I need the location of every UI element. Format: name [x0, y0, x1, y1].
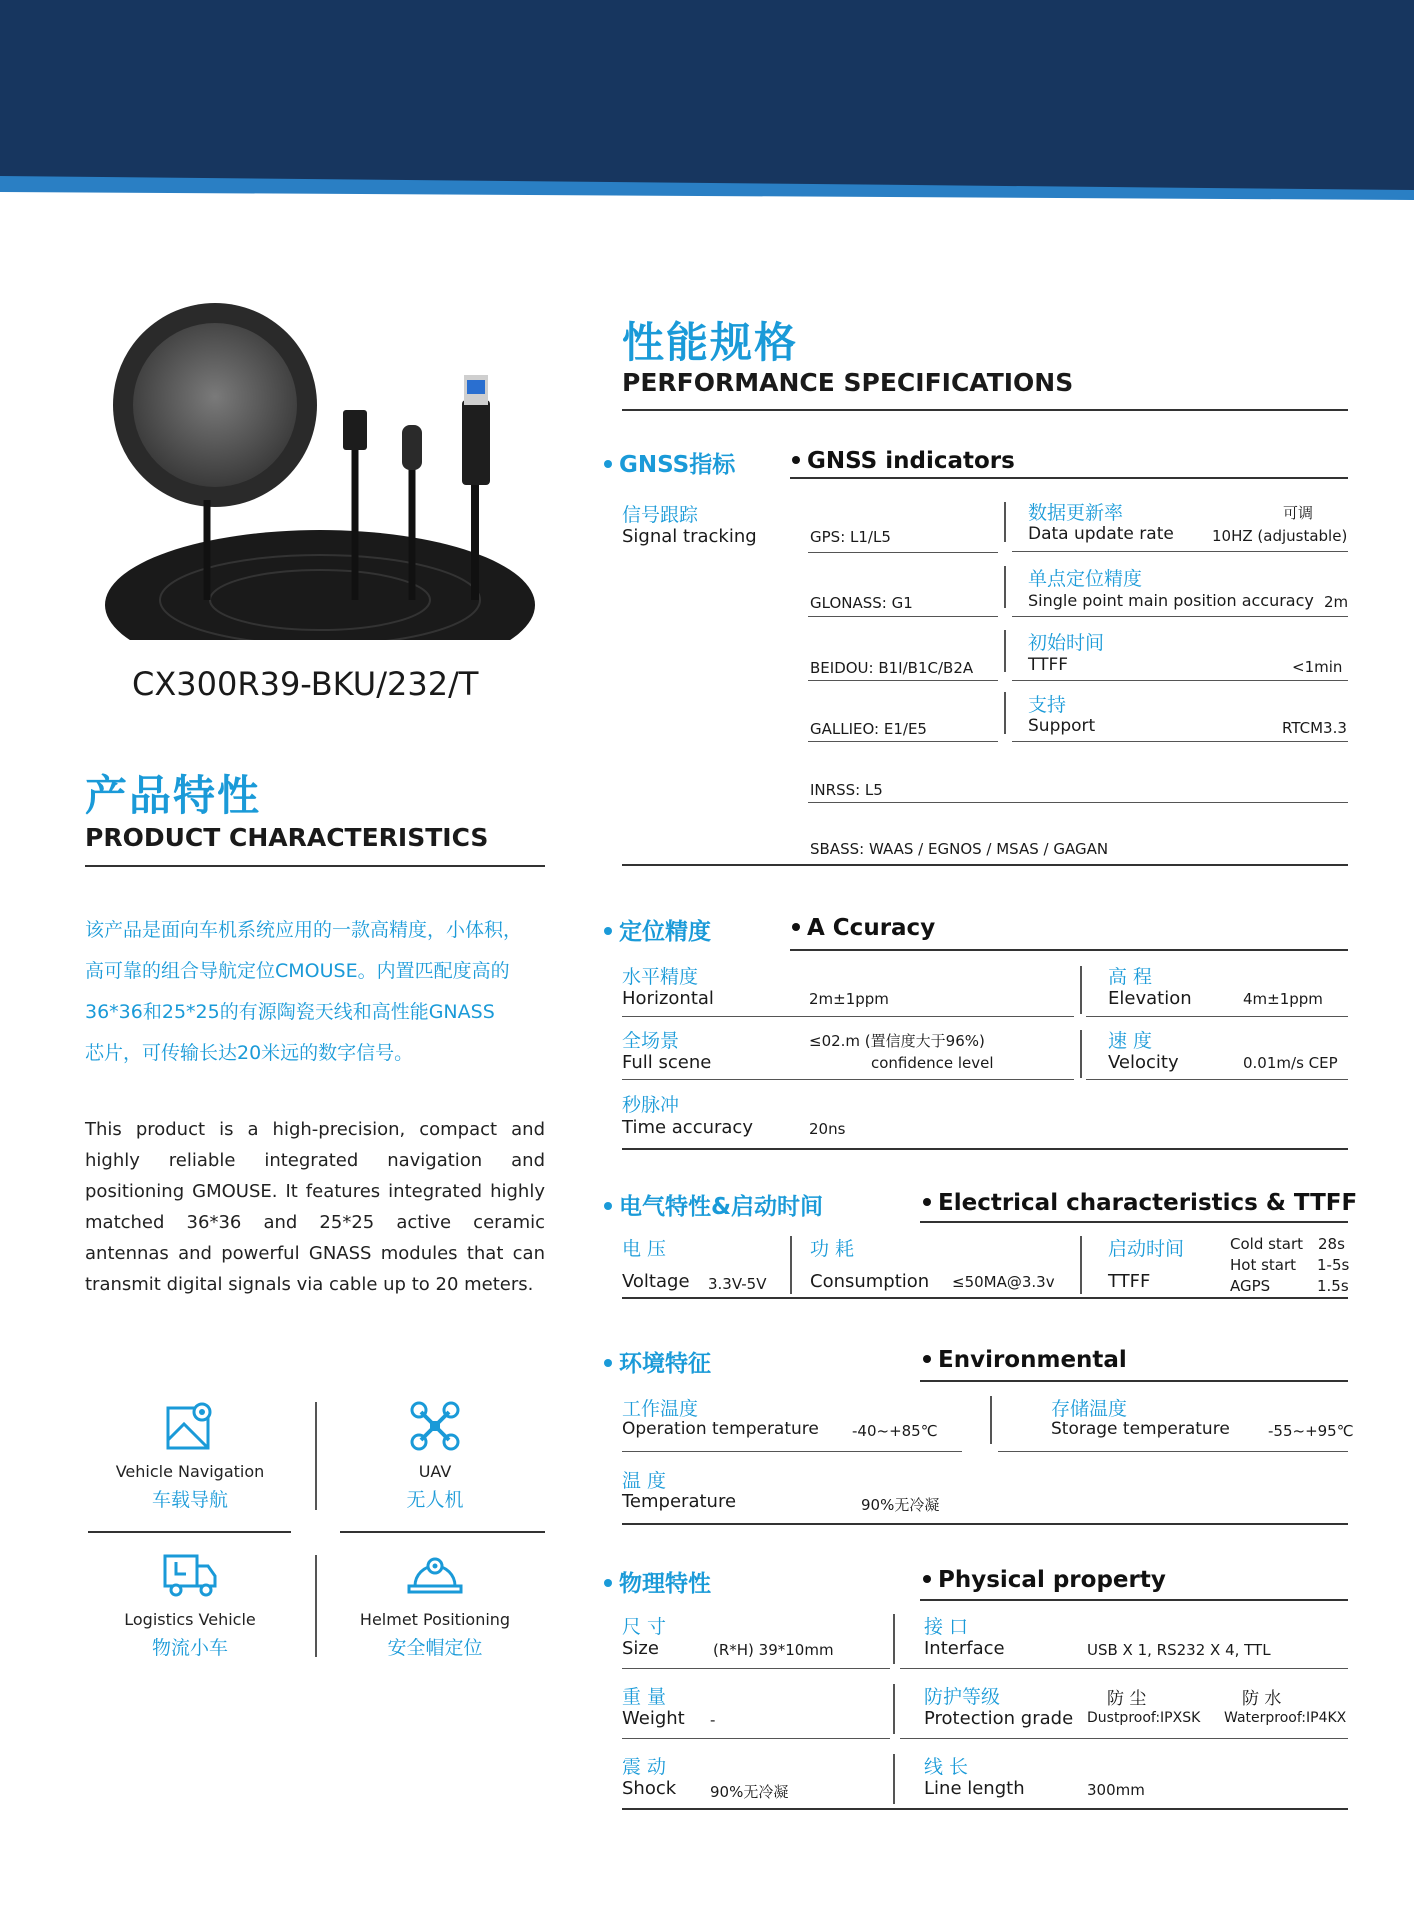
consumption-cn: 功 耗	[810, 1238, 855, 1260]
voltage-en: Voltage	[622, 1271, 690, 1292]
elevation-value: 4m±1ppm	[1243, 990, 1323, 1008]
velocity-cn: 速 度	[1108, 1030, 1153, 1052]
divider	[790, 1236, 792, 1294]
full-scene-en: Full scene	[622, 1052, 712, 1073]
elevation-cn: 高 程	[1108, 966, 1153, 988]
divider	[920, 1380, 1348, 1382]
interface-en: Interface	[924, 1638, 1005, 1659]
app-label-cn: 安全帽定位	[387, 1637, 483, 1659]
description-cn-line: 36*36和25*25的有源陶瓷天线和高性能GNASS	[85, 1001, 495, 1023]
description-cn-line: 芯片，可传输长达20米远的数字信号。	[85, 1042, 414, 1064]
divider	[998, 1451, 1348, 1452]
line-length-cn: 线 长	[924, 1756, 969, 1778]
storage-temperature-en: Storage temperature	[1051, 1419, 1230, 1439]
app-label-en: Vehicle Navigation	[115, 1462, 265, 1481]
divider	[1080, 966, 1082, 1014]
divider	[622, 1148, 1348, 1150]
divider	[808, 552, 998, 553]
single-point-accuracy-cn: 单点定位精度	[1028, 568, 1143, 590]
size-cn: 尺 寸	[622, 1616, 667, 1638]
line-length-en: Line length	[924, 1778, 1025, 1799]
divider	[622, 1738, 890, 1739]
single-point-accuracy-en: Single point main position accuracy	[1028, 591, 1314, 610]
startup-time-en: TTFF	[1108, 1271, 1151, 1292]
divider	[1004, 502, 1006, 542]
map-pin-icon	[164, 1400, 216, 1452]
divider	[622, 1451, 962, 1452]
divider	[808, 680, 998, 681]
consumption-value: ≤50MA@3.3v	[952, 1273, 1055, 1291]
interface-cn: 接 口	[924, 1616, 969, 1638]
gnss-system: SBASS: WAAS / EGNOS / MSAS / GAGAN	[810, 840, 1109, 858]
environment-heading-en: Environmental	[923, 1347, 1127, 1373]
full-scene-value: ≤02.m (置信度大于96%)	[809, 1032, 985, 1050]
divider	[622, 1297, 1348, 1299]
time-accuracy-value: 20ns	[809, 1120, 846, 1138]
product-model: CX300R39-BKU/232/T	[132, 665, 479, 703]
divider	[622, 864, 1348, 866]
elevation-en: Elevation	[1108, 988, 1192, 1009]
header-banner	[0, 0, 1414, 200]
drone-icon	[409, 1400, 461, 1452]
gnss-heading-cn: GNSS指标	[604, 446, 735, 479]
waterproof-cn: 防 水	[1242, 1689, 1282, 1709]
truck-icon	[162, 1552, 218, 1600]
voltage-cn: 电 压	[622, 1238, 667, 1260]
gnss-system: GLONASS: G1	[810, 594, 913, 612]
characteristics-title-cn: 产品特性	[85, 771, 262, 820]
physical-heading-cn: 物理特性	[604, 1565, 711, 1598]
environment-heading-cn: 环境特征	[604, 1345, 711, 1378]
divider	[920, 1221, 1348, 1223]
storage-temperature-value: -55~+95℃	[1268, 1422, 1354, 1440]
app-label-cn: 车载导航	[151, 1489, 228, 1511]
divider	[622, 1079, 1074, 1080]
horizontal-en: Horizontal	[622, 988, 714, 1009]
app-label-cn: 无人机	[406, 1489, 464, 1511]
interface-value: USB X 1, RS232 X 4, TTL	[1087, 1641, 1271, 1659]
data-update-rate-cn: 数据更新率	[1028, 502, 1124, 524]
signal-tracking-en: Signal tracking	[622, 526, 757, 547]
storage-temperature-cn: 存储温度	[1051, 1398, 1128, 1420]
divider	[1086, 1079, 1348, 1080]
ttff-cn: 初始时间	[1028, 632, 1105, 654]
helmet-icon	[405, 1552, 465, 1600]
divider	[622, 1016, 1074, 1017]
electrical-heading-en: Electrical characteristics & TTFF	[923, 1190, 1357, 1216]
hot-start-label: Hot start	[1230, 1256, 1297, 1274]
full-scene-cn: 全场景	[622, 1030, 680, 1052]
divider	[1004, 692, 1006, 734]
gnss-system: INRSS: L5	[810, 781, 883, 799]
ttff-value: <1min	[1292, 658, 1343, 676]
divider	[790, 949, 1348, 951]
hot-start-value: 1-5s	[1317, 1256, 1350, 1274]
shock-cn: 震 动	[622, 1756, 667, 1778]
ttff-en: TTFF	[1028, 655, 1069, 675]
time-accuracy-cn: 秒脉冲	[622, 1094, 680, 1116]
protection-grade-en: Protection grade	[924, 1708, 1074, 1729]
cold-start-label: Cold start	[1230, 1235, 1304, 1253]
single-point-accuracy-value: 2m	[1324, 593, 1349, 611]
dustproof-cn: 防 尘	[1107, 1689, 1147, 1709]
divider	[1080, 1236, 1082, 1294]
description-cn-line: 该产品是面向车机系统应用的一款高精度，小体积，	[85, 919, 523, 941]
app-helmet-positioning	[335, 1552, 535, 1660]
velocity-value: 0.01m/s CEP	[1243, 1054, 1338, 1072]
voltage-value: 3.3V-5V	[708, 1275, 767, 1293]
divider	[315, 1402, 317, 1510]
characteristics-title-en: PRODUCT CHARACTERISTICS	[85, 823, 489, 852]
data-update-rate-value: 10HZ (adjustable)	[1212, 527, 1348, 545]
divider	[808, 741, 998, 742]
divider	[893, 1754, 895, 1804]
app-vehicle-navigation	[90, 1400, 290, 1512]
horizontal-cn: 水平精度	[622, 966, 699, 988]
support-value: RTCM3.3	[1282, 719, 1347, 737]
divider	[1012, 741, 1348, 742]
divider	[808, 802, 1348, 803]
divider	[315, 1555, 317, 1657]
operation-temperature-en: Operation temperature	[622, 1419, 819, 1439]
divider	[808, 616, 998, 617]
divider	[1080, 1030, 1082, 1078]
weight-cn: 重 量	[622, 1686, 667, 1708]
divider	[990, 1396, 992, 1444]
temperature-cn: 温 度	[622, 1470, 667, 1492]
agps-label: AGPS	[1230, 1277, 1271, 1295]
shock-en: Shock	[622, 1778, 677, 1799]
data-update-rate-en: Data update rate	[1028, 524, 1174, 544]
velocity-en: Velocity	[1108, 1052, 1179, 1073]
size-value: (R*H) 39*10mm	[713, 1641, 834, 1659]
performance-title-en: PERFORMANCE SPECIFICATIONS	[622, 368, 1074, 397]
divider	[790, 477, 1348, 479]
divider	[900, 1668, 1348, 1669]
divider	[85, 865, 545, 867]
divider	[622, 1523, 1348, 1525]
electrical-heading-cn: 电气特性&启动时间	[604, 1188, 823, 1221]
product-image	[95, 300, 545, 640]
divider	[622, 409, 1348, 411]
divider	[920, 1599, 1348, 1601]
description-en: This product is a high-precision, compact and highly reliable integrated navigation and positioning GMOUSE. It features integrated highly matched 36*36 and 25*25 active ceramic antennas and powerful GNASS modules that can transmit digital signals via cable up to 20 meters.	[85, 1119, 545, 1295]
weight-value: -	[710, 1711, 716, 1729]
performance-title-cn: 性能规格	[622, 318, 799, 367]
gnss-heading-en: GNSS indicators	[792, 448, 1015, 474]
divider	[1012, 551, 1348, 552]
waterproof-value: Waterproof:IP4KX	[1224, 1710, 1347, 1726]
description-cn-line: 高可靠的组合导航定位CMOUSE。内置匹配度高的	[85, 960, 510, 982]
temperature-en: Temperature	[622, 1491, 737, 1512]
operation-temperature-value: -40~+85℃	[852, 1422, 938, 1440]
shock-value: 90%无冷凝	[710, 1783, 789, 1801]
size-en: Size	[622, 1638, 659, 1659]
divider	[893, 1684, 895, 1734]
startup-time-cn: 启动时间	[1108, 1238, 1185, 1260]
support-cn: 支持	[1028, 694, 1067, 716]
divider	[1004, 566, 1006, 608]
divider	[88, 1531, 291, 1533]
consumption-en: Consumption	[810, 1271, 930, 1292]
divider	[900, 1738, 1348, 1739]
weight-en: Weight	[622, 1708, 685, 1729]
operation-temperature-cn: 工作温度	[622, 1398, 699, 1420]
app-label-en: Helmet Positioning	[359, 1610, 511, 1629]
cold-start-value: 28s	[1318, 1235, 1345, 1253]
divider	[1012, 616, 1348, 617]
time-accuracy-en: Time accuracy	[622, 1117, 753, 1138]
accuracy-heading-en: A Ccuracy	[792, 915, 935, 941]
signal-tracking-cn: 信号跟踪	[622, 504, 699, 526]
description-cn	[85, 910, 555, 1074]
app-logistics-vehicle	[90, 1552, 290, 1660]
temperature-value: 90%无冷凝	[861, 1496, 940, 1514]
divider	[622, 1808, 1348, 1810]
divider	[340, 1531, 545, 1533]
accuracy-heading-cn: 定位精度	[604, 913, 711, 946]
app-uav	[335, 1400, 535, 1512]
divider	[622, 1668, 890, 1669]
horizontal-value: 2m±1ppm	[809, 990, 889, 1008]
full-scene-confidence: confidence level	[871, 1054, 994, 1072]
dustproof-value: Dustproof:IPXSK	[1087, 1710, 1201, 1726]
agps-value: 1.5s	[1317, 1277, 1349, 1295]
app-label-en: Logistics Vehicle	[124, 1610, 256, 1629]
support-en: Support	[1028, 716, 1096, 736]
divider	[1012, 680, 1348, 681]
app-label-cn: 物流小车	[151, 1637, 228, 1659]
physical-heading-en: Physical property	[923, 1567, 1166, 1593]
data-update-rate-note: 可调	[1283, 504, 1314, 522]
divider	[1004, 630, 1006, 672]
gnss-system: GPS: L1/L5	[810, 528, 891, 546]
gnss-system: BEIDOU: B1I/B1C/B2A	[810, 659, 974, 677]
gnss-system: GALLIEO: E1/E5	[810, 720, 927, 738]
protection-grade-cn: 防护等级	[924, 1686, 1001, 1708]
divider	[1086, 1016, 1348, 1017]
app-label-en: UAV	[418, 1462, 452, 1481]
line-length-value: 300mm	[1087, 1781, 1145, 1799]
divider	[893, 1614, 895, 1664]
